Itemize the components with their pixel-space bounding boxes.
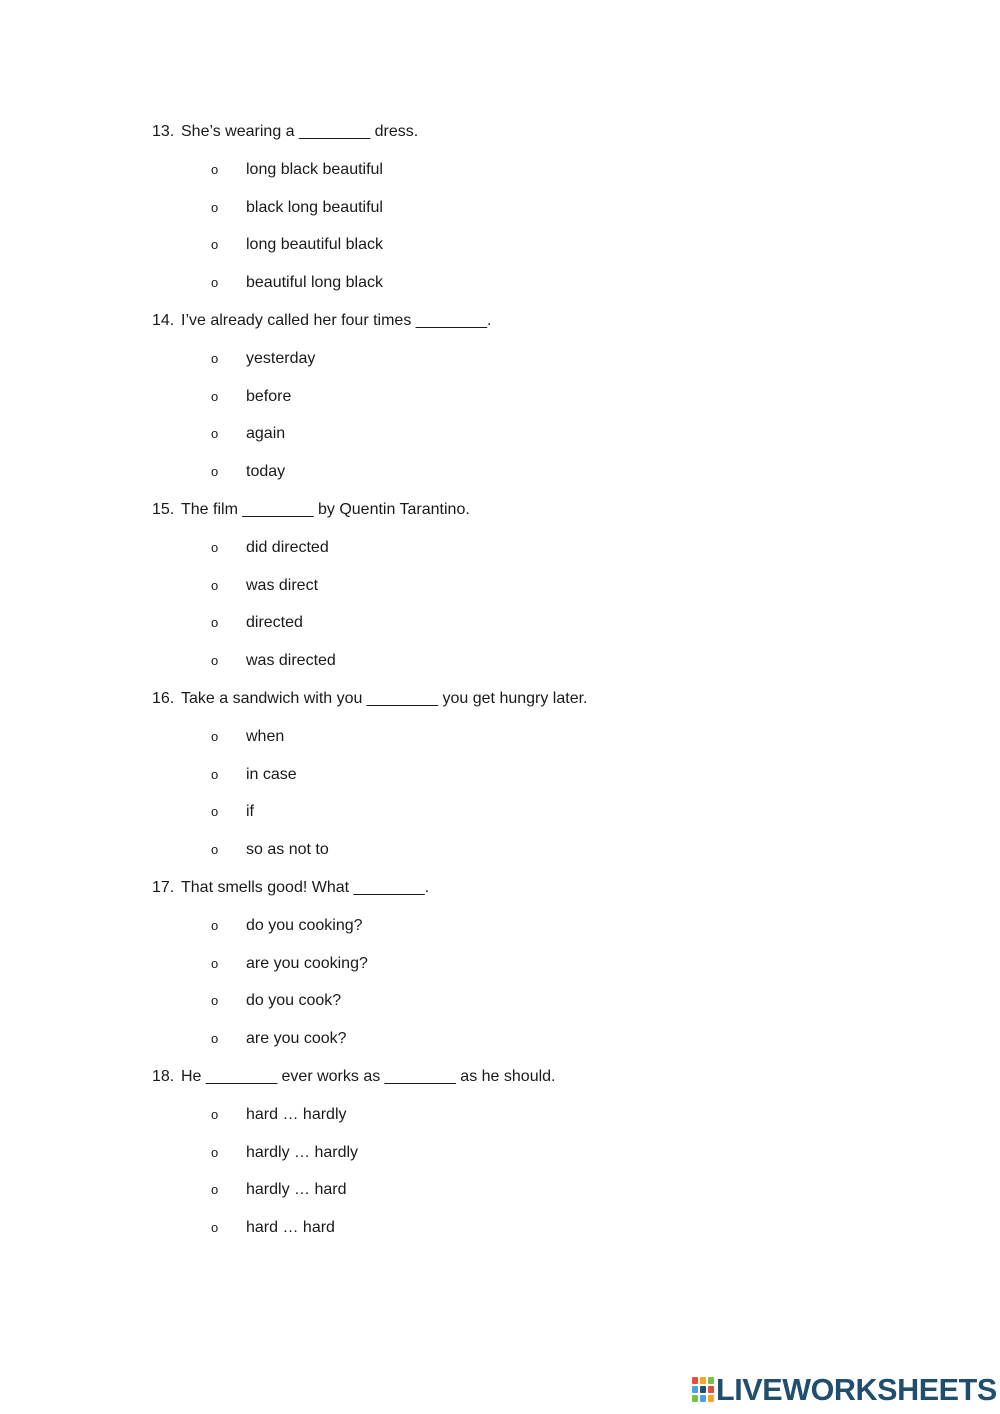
- option-text: before: [246, 387, 292, 405]
- option-text: hard … hard: [246, 1219, 335, 1237]
- option[interactable]: [0, 567, 1000, 605]
- question-number: 13.: [152, 123, 175, 140]
- option[interactable]: [0, 529, 1000, 567]
- liveworksheets-logo-text: LIVEWORKSHEETS: [716, 1373, 997, 1407]
- option[interactable]: [0, 1020, 1000, 1058]
- option[interactable]: [0, 756, 1000, 794]
- question-text: He ________ ever works as ________ as he should.: [181, 1067, 556, 1085]
- question-13: [0, 113, 1000, 151]
- option[interactable]: [0, 718, 1000, 756]
- option[interactable]: [0, 415, 1000, 453]
- option-bullet-icon: o: [211, 653, 219, 669]
- option-text: again: [246, 425, 286, 443]
- option-bullet-icon: o: [211, 955, 219, 971]
- option[interactable]: [0, 340, 1000, 378]
- option[interactable]: [0, 1096, 1000, 1134]
- option-text: today: [246, 463, 286, 481]
- question-15: [0, 491, 1000, 529]
- option[interactable]: [0, 453, 1000, 491]
- option-bullet-icon: o: [211, 1182, 219, 1198]
- option-text: do you cook?: [246, 992, 342, 1010]
- option-bullet-icon: o: [211, 1106, 219, 1122]
- liveworksheets-logo[interactable]: [692, 1372, 997, 1408]
- option[interactable]: [0, 793, 1000, 831]
- question-17: [0, 869, 1000, 907]
- option-bullet-icon: o: [211, 615, 219, 631]
- option[interactable]: [0, 226, 1000, 264]
- question-text: I’ve already called her four times ________.: [181, 311, 492, 329]
- option-bullet-icon: o: [211, 917, 219, 933]
- option-text: hardly … hard: [246, 1181, 347, 1199]
- question-number: 17.: [152, 878, 175, 896]
- option-text: did directed: [246, 538, 329, 556]
- option-text: do you cooking?: [246, 916, 363, 934]
- option-text: if: [246, 803, 254, 821]
- option[interactable]: [0, 1171, 1000, 1209]
- option-bullet-icon: o: [211, 539, 219, 555]
- option-bullet-icon: o: [211, 993, 219, 1009]
- option[interactable]: [0, 378, 1000, 416]
- question-number: 14.: [152, 311, 175, 329]
- option[interactable]: [0, 982, 1000, 1020]
- question-text: She’s wearing a ________ dress.: [181, 123, 419, 140]
- option[interactable]: [0, 907, 1000, 945]
- option-text: are you cooking?: [246, 954, 368, 972]
- option-bullet-icon: o: [211, 237, 219, 253]
- option-text: long beautiful black: [246, 236, 383, 254]
- option-bullet-icon: o: [211, 842, 219, 858]
- option[interactable]: [0, 151, 1000, 189]
- option-bullet-icon: o: [211, 1144, 219, 1160]
- question-text: Take a sandwich with you ________ you get hungry later.: [181, 689, 588, 707]
- option[interactable]: [0, 604, 1000, 642]
- option-text: beautiful long black: [246, 274, 383, 292]
- option[interactable]: [0, 1209, 1000, 1247]
- option-bullet-icon: o: [211, 1220, 219, 1236]
- option-bullet-icon: o: [211, 728, 219, 744]
- option-text: are you cook?: [246, 1030, 347, 1048]
- option[interactable]: [0, 642, 1000, 680]
- option-text: was directed: [246, 652, 336, 670]
- option-text: black long beautiful: [246, 198, 383, 216]
- question-number: 15.: [152, 500, 175, 518]
- question-number: 18.: [152, 1067, 175, 1085]
- option-bullet-icon: o: [211, 1031, 219, 1047]
- option-bullet-icon: o: [211, 199, 219, 215]
- option[interactable]: [0, 831, 1000, 869]
- option-text: hard … hardly: [246, 1105, 347, 1123]
- option-bullet-icon: o: [211, 766, 219, 782]
- option-text: when: [246, 727, 285, 745]
- option-text: yesterday: [246, 349, 316, 367]
- option-text: long black beautiful: [246, 160, 383, 178]
- option-text: directed: [246, 614, 303, 632]
- question-18: [0, 1058, 1000, 1096]
- option-bullet-icon: o: [211, 464, 219, 480]
- liveworksheets-logo-icon: [692, 1377, 714, 1403]
- question-16: [0, 680, 1000, 718]
- question-text: That smells good! What ________.: [181, 878, 430, 896]
- question-text: The film ________ by Quentin Tarantino.: [181, 500, 470, 518]
- option[interactable]: [0, 1134, 1000, 1172]
- option-bullet-icon: o: [211, 577, 219, 593]
- worksheet: [0, 113, 1000, 1247]
- option-bullet-icon: o: [211, 804, 219, 820]
- option-bullet-icon: o: [211, 426, 219, 442]
- option[interactable]: [0, 189, 1000, 227]
- option-bullet-icon: o: [211, 350, 219, 366]
- question-number: 16.: [152, 689, 175, 707]
- option[interactable]: [0, 945, 1000, 983]
- option-text: so as not to: [246, 841, 329, 859]
- option-text: was direct: [246, 576, 319, 594]
- option-bullet-icon: o: [211, 275, 219, 291]
- option-bullet-icon: o: [211, 388, 219, 404]
- question-14: [0, 302, 1000, 340]
- option-text: hardly … hardly: [246, 1143, 359, 1161]
- option[interactable]: [0, 264, 1000, 302]
- option-bullet-icon: o: [211, 161, 219, 177]
- option-text: in case: [246, 765, 297, 783]
